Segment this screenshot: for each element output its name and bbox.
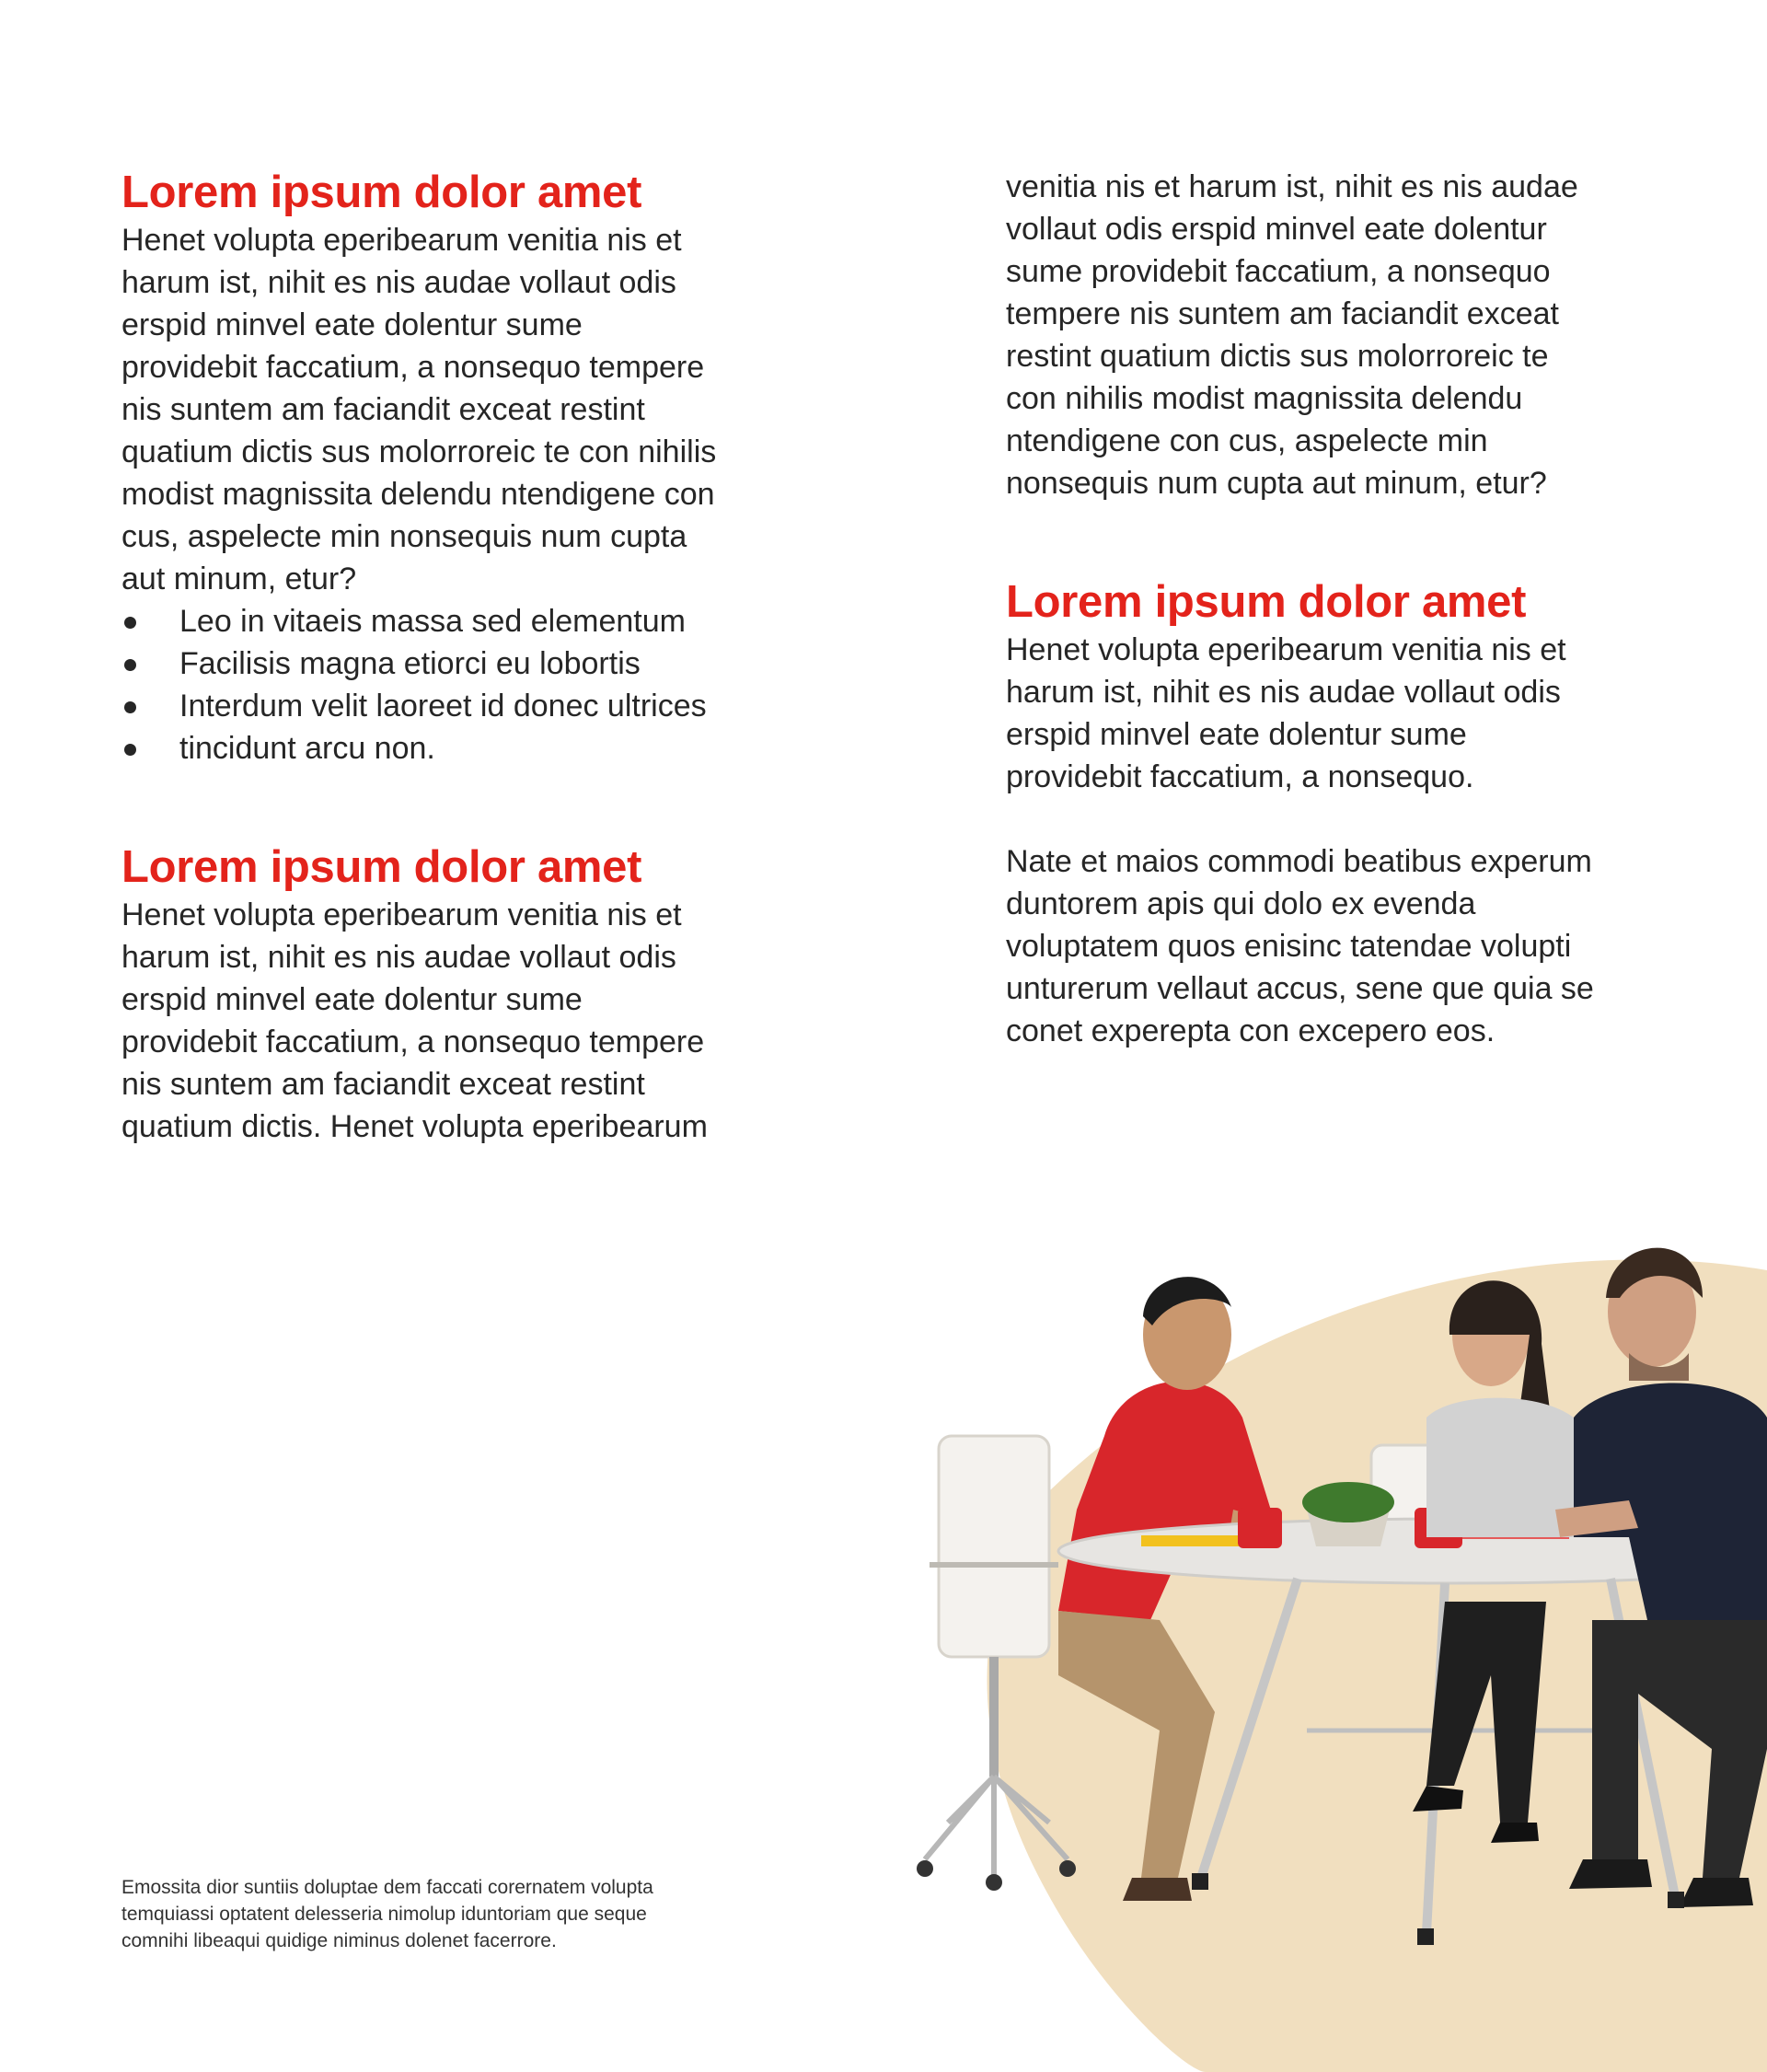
bullet-list bbox=[121, 600, 784, 770]
section-heading: Lorem ipsum dolor amet bbox=[121, 842, 642, 892]
list-item bbox=[121, 685, 784, 727]
list-item-label: tincidunt arcu non. bbox=[179, 731, 435, 766]
list-item-label: Interdum velit laoreet id donec ultrices bbox=[179, 689, 707, 723]
meeting-illustration bbox=[911, 1233, 1767, 2072]
paragraph-spacer bbox=[1006, 798, 1650, 840]
right-column bbox=[1006, 166, 1650, 1052]
section-body: Henet volupta eperibearum venitia nis et harum ist, nihit es nis audae vollaut odis erspid minvel eate dolentur sume providebit faccatium, a nonsequo tempere nis suntem am faciandit exceat restint quatium dictis sus molorroreic te con nihilis modist magnissita delendu ntendigene con cus, aspelecte min nonsequis num cupta aut minum, etur? bbox=[121, 223, 717, 596]
section-body: Henet volupta eperibearum venitia nis et harum ist, nihit es nis audae vollaut odis erspid minvel eate dolentur sume providebit faccatium, a nonsequo tempere nis suntem am faciandit exceat restint quatium dictis. Henet volupta eperibearum bbox=[121, 897, 708, 1144]
bullet-icon bbox=[124, 744, 136, 756]
section-heading: Lorem ipsum dolor amet bbox=[121, 168, 642, 217]
continued-body: venitia nis et harum ist, nihit es nis audae vollaut odis erspid minvel eate dolentur sume providebit faccatium, a nonsequo tempere nis suntem am faciandit exceat restint quatium dictis sus molorroreic te con nihilis modist magnissita delendu ntendigene con cus, aspelecte min nonsequis num cupta aut minum, etur? bbox=[1006, 169, 1578, 501]
section-body: Nate et maios commodi beatibus experum duntorem apis qui dolo ex evenda voluptatem quos enisinc tatendae volupti unturerum vellaut accus, sene que quia se conet experepta con excepero eos. bbox=[1006, 844, 1594, 1048]
list-item bbox=[121, 600, 784, 642]
section-body: Henet volupta eperibearum venitia nis et harum ist, nihit es nis audae vollaut odis erspid minvel eate dolentur sume providebit faccatium, a nonsequo. bbox=[1006, 632, 1566, 794]
list-item bbox=[121, 727, 784, 770]
section-spacer bbox=[121, 770, 784, 840]
list-item-label: Facilisis magna etiorci eu lobortis bbox=[179, 646, 641, 681]
footnote: Emossita dior suntiis doluptae dem faccati corernatem volupta temquiassi optatent delesseria nimolup iduntoriam que seque comnihi libeaqui quidige niminus dolenet facerrore. bbox=[121, 1877, 653, 1951]
bullet-icon bbox=[124, 617, 136, 629]
section-spacer bbox=[1006, 504, 1650, 575]
list-item-label: Leo in vitaeis massa sed elementum bbox=[179, 604, 686, 639]
meeting-photo bbox=[911, 1233, 1767, 2072]
section-heading: Lorem ipsum dolor amet bbox=[1006, 577, 1527, 627]
bullet-icon bbox=[124, 659, 136, 671]
bullet-icon bbox=[124, 701, 136, 713]
list-item bbox=[121, 642, 784, 685]
left-column bbox=[121, 166, 784, 1148]
